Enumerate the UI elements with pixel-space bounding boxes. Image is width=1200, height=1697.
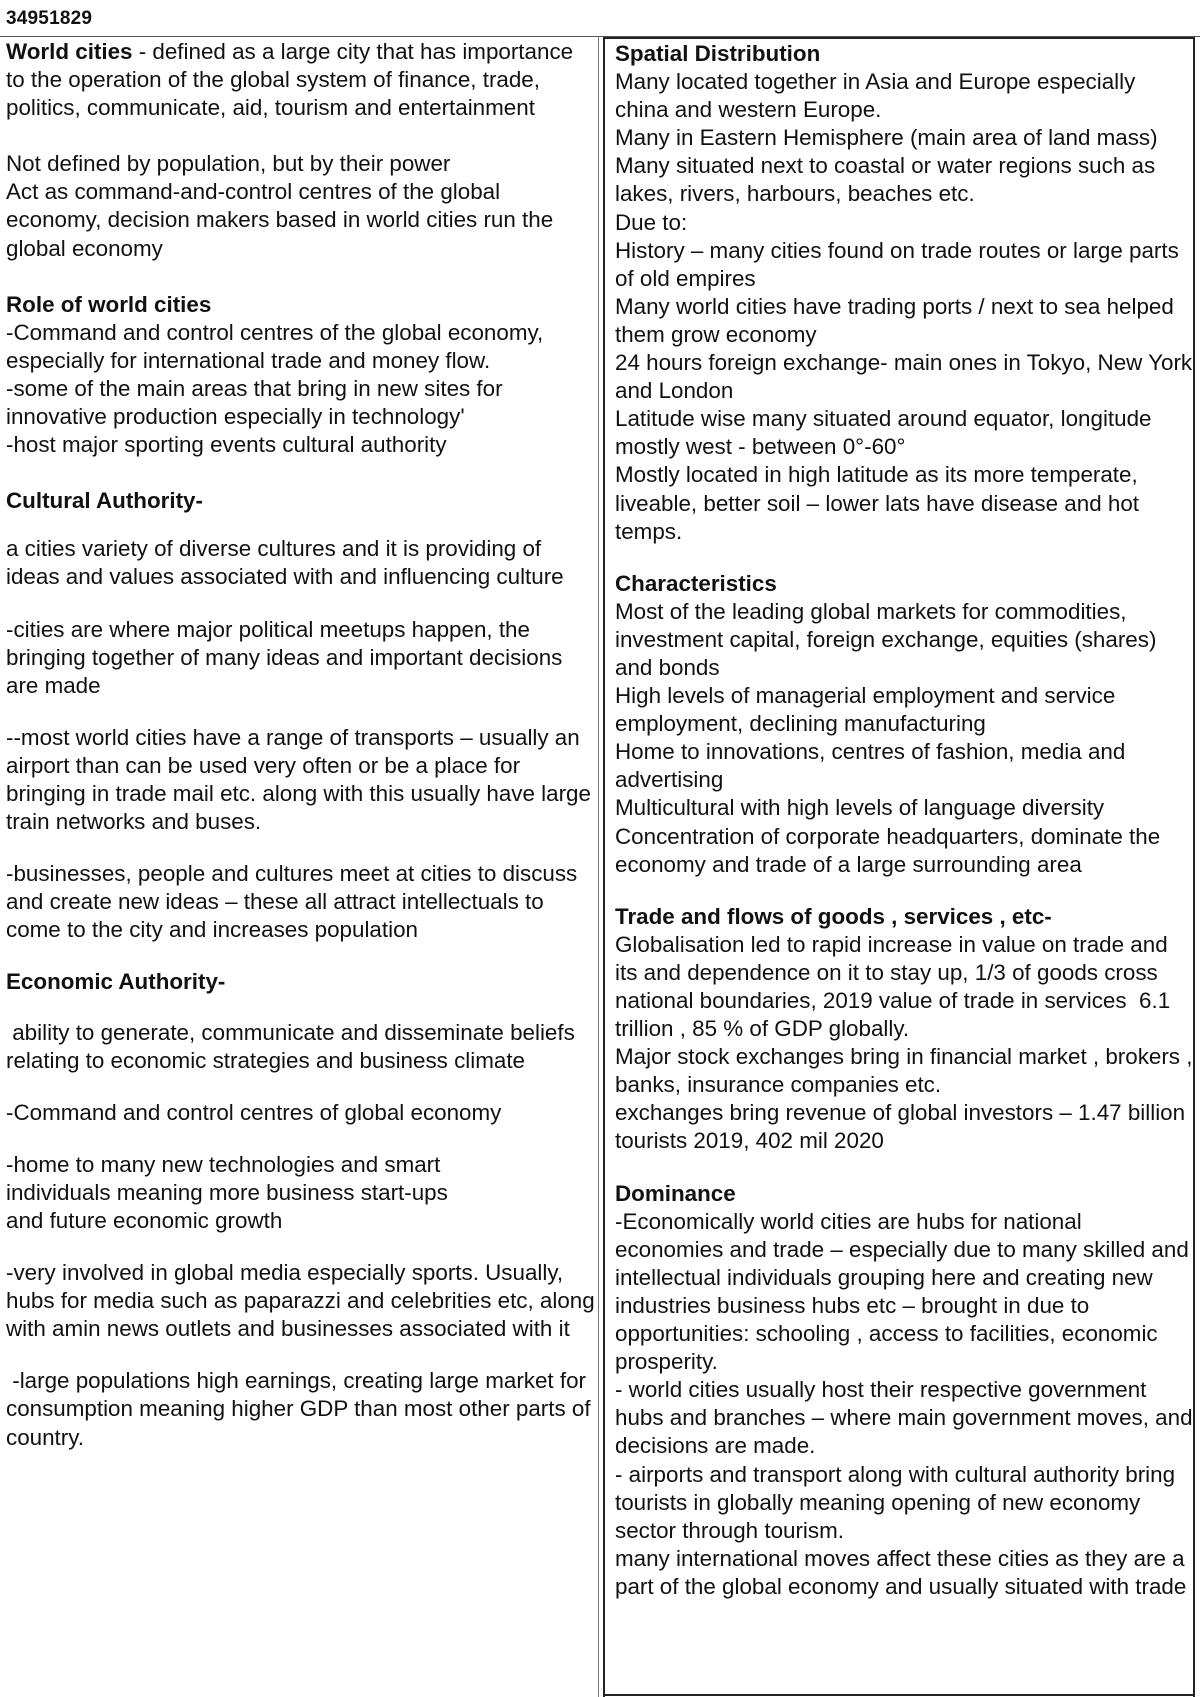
cultural-paragraph: -cities are where major political meetups happen, the bringing together of many ideas and important decisions are made <box>6 616 563 698</box>
dominance-heading: Dominance <box>615 1180 736 1206</box>
spatial-item: Many located together in Asia and Europe especially china and western Europe. <box>615 69 1136 123</box>
dominance-item: -Economically world cities are hubs for national economies and trade – especially due to many skilled and intellectual individuals grouping here and creating new industries business hubs etc – brought in due to opportunities: schooling , access to facilities, economic prosperity. <box>615 1208 1189 1375</box>
cultural-paragraph: a cities variety of diverse cultures and it is providing of ideas and values associated with and influencing culture <box>6 536 564 590</box>
role-item: -some of the main areas that bring in new sites for innovative production especially in technology' <box>6 375 503 430</box>
trade-item: exchanges bring revenue of global investors – 1.47 billion tourists 2019, 402 mil 2020 <box>615 1100 1186 1154</box>
role-item: -Command and control centres of the global economy, especially for international trade and money flow. <box>6 319 544 373</box>
cultural-paragraph: --most world cities have a range of transports – usually an airport than can be used very often or be a place for bringing in trade mail etc. along with this usually have large train networks and buses. <box>6 724 591 835</box>
dominance-item: many international moves affect these cities as they are a part of the global economy and usually situated with trade <box>615 1545 1187 1599</box>
left-column <box>6 38 596 1452</box>
document-id: 34951829 <box>6 8 93 29</box>
characteristics-item: Home to innovations, centres of fashion, media and advertising <box>615 739 1126 793</box>
not-defined-text: Not defined by population, but by their power <box>6 151 451 177</box>
spatial-heading: Spatial Distribution <box>615 41 821 66</box>
cultural-paragraph: -businesses, people and cultures meet at cities to discuss and create new ideas – these all attract intellectuals to come to the city and increases population <box>6 861 578 943</box>
economic-heading: Economic Authority- <box>6 969 226 995</box>
world-cities-definition <box>6 38 596 122</box>
spatial-item: Mostly located in high latitude as its more temperate, liveable, better soil – lower lats have disease and hot temps. <box>615 462 1140 544</box>
characteristics-heading: Characteristics <box>615 570 777 596</box>
economic-paragraph: -large populations high earnings, creating large market for consumption meaning higher GDP than most other parts of country. <box>6 1368 597 1450</box>
trade-item: Globalisation led to rapid increase in value on trade and its and dependence on it to stay up, 1/3 of goods cross national boundaries, 2019 value of trade in services 6.1 trillion , 85 % of GDP globally. <box>615 931 1177 1042</box>
world-cities-def-text: - defined as a large city that has importance to the operation of the global system of finance, trade, politics, communicate, aid, tourism and entertainment <box>6 39 574 121</box>
column-divider <box>598 37 599 1697</box>
command-control-text: Act as command-and-control centres of the global economy, decision makers based in world cities run the global economy <box>6 179 554 261</box>
role-heading: Role of world cities <box>6 291 212 317</box>
dominance-item: - world cities usually host their respective government hubs and branches – where main government moves, and decisions are made. <box>615 1377 1193 1459</box>
trade-item: Major stock exchanges bring in financial market , brokers , banks, insurance companies etc. <box>615 1044 1193 1098</box>
characteristics-item: Multicultural with high levels of language diversity <box>615 795 1105 821</box>
characteristics-item: Most of the leading global markets for commodities, investment capital, foreign exchange, equities (shares) and bonds <box>615 598 1157 680</box>
spatial-item: Many situated next to coastal or water regions such as lakes, rivers, harbours, beaches etc. <box>615 153 1156 207</box>
right-column-box <box>603 37 1195 1697</box>
characteristics-item: High levels of managerial employment and service employment, declining manufacturing <box>615 683 1116 737</box>
economic-paragraph: -Command and control centres of global economy <box>6 1099 502 1125</box>
spatial-item: Latitude wise many situated around equator, longitude mostly west - between 0°-60° <box>615 406 1152 460</box>
world-cities-term: World cities <box>6 39 133 64</box>
spatial-item: 24 hours foreign exchange- main ones in Tokyo, New York and London <box>615 350 1193 404</box>
spatial-item: History – many cities found on trade routes or large parts of old empires <box>615 237 1179 291</box>
economic-paragraph: ability to generate, communicate and disseminate beliefs relating to economic strategies and business climate <box>6 1019 582 1073</box>
dominance-item: - airports and transport along with cultural authority bring tourists in globally meaning opening of new economy sector through tourism. <box>615 1461 1176 1543</box>
trade-heading: Trade and flows of goods , services , etc- <box>615 903 1052 929</box>
economic-paragraph: -very involved in global media especially sports. Usually, hubs for media such as paparazzi and celebrities etc, along with amin news outlets and businesses associated with it <box>6 1260 595 1342</box>
box-bottom-border <box>603 1694 1195 1696</box>
spatial-item: Due to: <box>615 209 688 235</box>
role-item: -host major sporting events cultural authority <box>6 432 447 458</box>
cultural-heading: Cultural Authority- <box>6 488 203 514</box>
spatial-item: Many in Eastern Hemisphere (main area of land mass) <box>615 125 1158 151</box>
spatial-item: Many world cities have trading ports / next to sea helped them grow economy <box>615 293 1174 347</box>
characteristics-item: Concentration of corporate headquarters, dominate the economy and trade of a large surrounding area <box>615 823 1161 877</box>
economic-paragraph: -home to many new technologies and smart individuals meaning more business start-ups and future economic growth <box>6 1151 448 1233</box>
